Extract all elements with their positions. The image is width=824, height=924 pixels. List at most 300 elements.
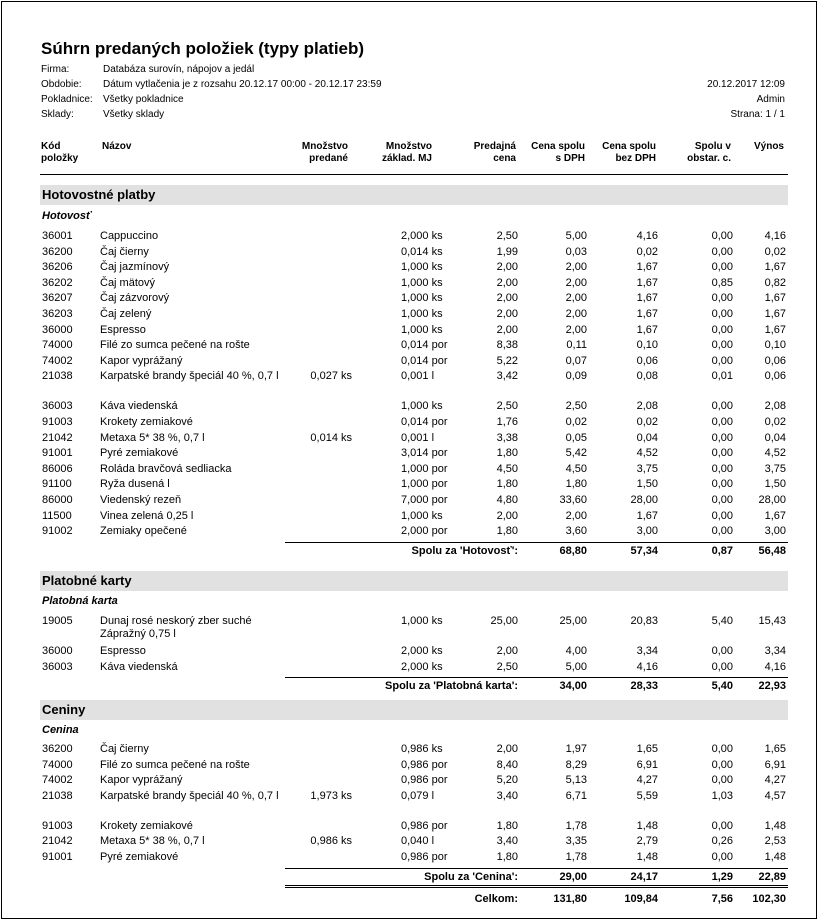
subtotal-label: Spolu za 'Hotovosť':: [411, 544, 518, 557]
unit-price: 2,00: [496, 261, 518, 274]
total-without-vat: 3,75: [636, 462, 658, 475]
total-without-vat: 0,06: [636, 354, 658, 367]
table-row: [2, 261, 817, 277]
total-cost: 0,00: [711, 308, 733, 320]
qty-sold: 0,027 ks: [310, 370, 352, 383]
meta-pokladnice: Pokladnice: Všetky pokladnice: [41, 94, 184, 105]
total-cost: 0,26: [711, 835, 733, 848]
item-name: Filé zo sumca pečené na rošte: [100, 339, 250, 352]
qty-base-unit: 0,986 por: [401, 851, 448, 863]
qty-base-unit: 1,000 ks: [401, 276, 443, 289]
total-without-vat: 1,67: [636, 276, 658, 289]
item-code: 36003: [42, 660, 73, 673]
total-without-vat: 1,67: [636, 292, 658, 305]
grand-total-with-vat: 131,80: [553, 893, 587, 905]
revenue: 1,67: [764, 323, 786, 336]
qty-base-unit: 1,000 ks: [401, 292, 443, 305]
item-code: 86000: [42, 494, 73, 506]
unit-price: 2,00: [496, 276, 518, 289]
qty-base-unit: 0,986 por: [401, 819, 448, 832]
item-code: 19005: [42, 615, 73, 627]
revenue: 0,04: [764, 431, 786, 444]
table-row: [2, 339, 817, 355]
subtotal-label: Spolu za 'Platobná karta':: [385, 680, 518, 693]
total-cost: 5,40: [711, 615, 733, 627]
unit-price: 2,00: [496, 645, 518, 657]
total-with-vat: 5,42: [565, 447, 587, 460]
table-row: [2, 478, 817, 494]
item-code: 86006: [42, 462, 73, 475]
item-name: Čaj jazmínový: [100, 261, 170, 274]
table-row: [2, 246, 817, 262]
item-name: Krokety zemiakové: [100, 416, 193, 428]
total-cost: 0,01: [711, 370, 733, 383]
total-with-vat: 6,71: [565, 789, 587, 802]
table-row: [2, 790, 817, 818]
table-row: [2, 774, 817, 790]
group-header: Cenina: [42, 724, 79, 736]
subtotal-divider: [285, 542, 788, 543]
total-without-vat: 5,59: [636, 789, 658, 802]
item-name: Cappuccino: [100, 230, 159, 242]
total-with-vat: 1,97: [565, 743, 587, 755]
table-row: [2, 615, 817, 643]
total-without-vat: 1,67: [636, 261, 658, 274]
item-name: Zemiaky opečené: [100, 525, 187, 538]
col-header-code: Kód položky: [41, 141, 79, 164]
total-cost: 0,00: [711, 494, 733, 506]
qty-base-unit: 1,000 ks: [401, 261, 443, 274]
revenue: 2,08: [764, 400, 786, 413]
total-cost: 0,00: [711, 447, 733, 460]
revenue: 1,50: [764, 478, 786, 491]
total-without-vat: 1,50: [636, 478, 658, 491]
item-code: 36200: [42, 743, 73, 755]
table-row: [2, 759, 817, 775]
revenue: 2,53: [764, 835, 786, 848]
total-cost: 0,00: [711, 323, 733, 336]
item-name: Metaxa 5* 38 %, 0,7 l: [100, 835, 205, 848]
item-name: Kapor vyprážaný: [100, 774, 183, 787]
header-divider: [40, 174, 788, 175]
total-cost: 1,03: [711, 789, 733, 802]
grand-total-divider: [285, 885, 788, 888]
total-cost: 0,00: [711, 339, 733, 352]
revenue: 1,67: [764, 509, 786, 522]
table-row: [2, 645, 817, 661]
total-with-vat: 8,29: [565, 758, 587, 771]
total-with-vat: 33,60: [559, 494, 587, 506]
col-header-vat: Cena spolu s DPH: [531, 141, 585, 164]
revenue: 1,67: [764, 261, 786, 274]
total-cost: 0,00: [711, 851, 733, 863]
unit-price: 2,00: [496, 323, 518, 336]
item-name: Čaj čierny: [100, 743, 149, 755]
subtotal-row: [2, 545, 817, 559]
total-without-vat: 4,27: [636, 774, 658, 787]
total-with-vat: 5,00: [565, 660, 587, 673]
item-name: Čaj zelený: [100, 308, 152, 320]
total-with-vat: 0,02: [565, 416, 587, 428]
total-cost: 0,00: [711, 354, 733, 367]
subtotal-with-vat: 34,00: [559, 680, 587, 693]
total-without-vat: 0,08: [636, 370, 658, 383]
total-with-vat: 2,00: [565, 323, 587, 336]
total-with-vat: 2,00: [565, 292, 587, 305]
table-row: [2, 494, 817, 510]
meta-firma: Firma: Databáza surovín, nápojov a jedál: [41, 64, 255, 75]
unit-price: 2,00: [496, 509, 518, 522]
report-page: [1, 1, 817, 919]
total-without-vat: 1,65: [636, 743, 658, 755]
qty-base-unit: 0,014 ks: [401, 245, 443, 258]
item-code: 21042: [42, 835, 73, 848]
revenue: 4,16: [764, 230, 786, 242]
item-name: Káva viedenská: [100, 400, 178, 413]
unit-price: 5,22: [496, 354, 518, 367]
qty-base-unit: 0,079 l: [401, 789, 435, 802]
item-name: Espresso: [100, 323, 146, 336]
total-cost: 0,00: [711, 525, 733, 538]
qty-base-unit: 0,014 por: [401, 339, 448, 352]
unit-price: 1,80: [496, 819, 518, 832]
item-code: 36000: [42, 323, 73, 336]
table-row: [2, 416, 817, 432]
unit-price: 3,42: [496, 370, 518, 383]
qty-sold: 0,986 ks: [310, 835, 352, 848]
col-header-qty: Množstvo predané: [301, 141, 348, 164]
total-cost: 0,00: [711, 774, 733, 787]
qty-base-unit: 0,040 l: [401, 835, 435, 848]
revenue: 4,27: [764, 774, 786, 787]
table-row: [2, 661, 817, 677]
revenue: 28,00: [758, 494, 786, 506]
col-header-rev: Výnos: [753, 141, 784, 152]
item-name: Pyré zemiakové: [100, 447, 179, 460]
total-without-vat: 2,08: [636, 400, 658, 413]
subtotal-without-vat: 57,34: [630, 544, 658, 557]
qty-base-unit: 0,986 por: [401, 758, 448, 771]
subtotal-cost: 5,40: [711, 680, 733, 693]
unit-price: 3,40: [496, 835, 518, 848]
col-header-novat: Cena spolu bez DPH: [602, 141, 656, 164]
total-with-vat: 2,00: [565, 261, 587, 274]
item-name: Espresso: [100, 645, 146, 657]
qty-base-unit: 0,986 por: [401, 774, 448, 787]
page-number: Strana: 1 / 1: [730, 109, 785, 120]
total-cost: 0,00: [711, 230, 733, 242]
subtotal-row: [2, 680, 817, 694]
total-cost: 0,00: [711, 819, 733, 832]
user-name: Admin: [756, 94, 785, 105]
group-header: Hotovosť: [42, 210, 92, 222]
meta-block: [41, 62, 382, 122]
item-name: Metaxa 5* 38 %, 0,7 l: [100, 431, 205, 444]
revenue: 15,43: [758, 615, 786, 627]
revenue: 6,91: [764, 758, 786, 771]
item-code: 21038: [42, 789, 73, 802]
item-code: 91001: [42, 447, 73, 460]
table-row: [2, 525, 817, 541]
item-code: 91003: [42, 416, 73, 428]
total-with-vat: 2,50: [565, 400, 587, 413]
qty-base-unit: 2,000 por: [401, 525, 448, 538]
total-without-vat: 4,16: [636, 230, 658, 242]
revenue: 1,67: [764, 308, 786, 320]
revenue: 4,52: [764, 447, 786, 460]
total-with-vat: 2,00: [565, 308, 587, 320]
table-row: [2, 370, 817, 398]
subtotal-with-vat: 68,80: [559, 544, 587, 557]
total-with-vat: 5,13: [565, 774, 587, 787]
table-row: [2, 510, 817, 526]
total-without-vat: 1,48: [636, 819, 658, 832]
item-code: 91100: [42, 478, 72, 491]
subtotal-revenue: 22,93: [758, 680, 786, 693]
item-code: 36202: [42, 276, 73, 289]
item-code: 74000: [42, 758, 73, 771]
item-code: 74002: [42, 774, 73, 787]
qty-sold: 0,014 ks: [310, 431, 352, 444]
grand-total-without-vat: 109,84: [624, 893, 658, 905]
item-code: 74002: [42, 354, 73, 367]
table-row: [2, 400, 817, 416]
table-row: [2, 277, 817, 293]
unit-price: 1,80: [496, 851, 518, 863]
total-with-vat: 0,07: [565, 354, 587, 367]
table-row: [2, 743, 817, 759]
total-with-vat: 3,35: [565, 835, 587, 848]
table-row: [2, 851, 817, 867]
total-with-vat: 1,78: [565, 819, 587, 832]
item-code: 36206: [42, 261, 73, 274]
revenue: 3,00: [764, 525, 786, 538]
meta-sklady: Sklady: Všetky sklady: [41, 109, 165, 120]
total-with-vat: 25,00: [559, 615, 587, 627]
total-cost: 0,00: [711, 645, 733, 657]
total-without-vat: 1,67: [636, 323, 658, 336]
total-without-vat: 1,67: [636, 308, 658, 320]
total-cost: 0,00: [711, 758, 733, 771]
total-without-vat: 6,91: [636, 758, 658, 771]
revenue: 4,16: [764, 660, 786, 673]
section-header: Ceniny: [40, 700, 788, 720]
grand-total-revenue: 102,30: [752, 893, 786, 905]
subtotal-with-vat: 29,00: [559, 870, 587, 883]
subtotal-divider: [285, 677, 788, 678]
item-name: Roláda bravčová sedliacka: [100, 462, 232, 475]
table-row: [2, 463, 817, 479]
total-without-vat: 0,10: [636, 339, 658, 352]
unit-price: 5,20: [496, 774, 518, 787]
subtotal-cost: 1,29: [711, 870, 733, 883]
qty-base-unit: 2,000 ks: [401, 645, 443, 657]
qty-base-unit: 1,000 ks: [401, 308, 443, 320]
unit-price: 3,38: [496, 431, 518, 444]
total-without-vat: 0,02: [636, 245, 658, 258]
total-cost: 0,00: [711, 509, 733, 522]
subtotal-without-vat: 28,33: [630, 680, 658, 693]
meta-obdobie: Obdobie: Dátum vytlačenia je z rozsahu 20.12.17 00:00 - 20.12.17 23:59: [41, 79, 382, 90]
subtotal-cost: 0,87: [711, 544, 733, 557]
total-with-vat: 1,80: [565, 478, 587, 491]
section-header: Hotovostné platby: [40, 185, 788, 205]
qty-base-unit: 1,000 por: [401, 462, 448, 475]
unit-price: 8,40: [496, 758, 518, 771]
total-with-vat: 2,00: [565, 509, 587, 522]
col-header-mj: Množstvo základ. MJ: [381, 141, 432, 164]
revenue: 0,82: [764, 276, 786, 289]
qty-base-unit: 1,000 ks: [401, 509, 443, 522]
total-cost: 0,00: [711, 478, 733, 491]
total-with-vat: 2,00: [565, 276, 587, 289]
subtotal-row: [2, 871, 817, 885]
revenue: 3,75: [764, 462, 786, 475]
total-cost: 0,00: [711, 660, 733, 673]
item-code: 91002: [42, 525, 73, 538]
item-code: 74000: [42, 339, 73, 352]
item-name: Krokety zemiakové: [100, 819, 193, 832]
table-row: [2, 292, 817, 308]
item-name: Káva viedenská: [100, 660, 178, 673]
total-without-vat: 0,04: [636, 431, 658, 444]
total-without-vat: 2,79: [636, 835, 658, 848]
subtotal-label: Spolu za 'Cenina':: [424, 870, 518, 883]
total-with-vat: 0,09: [565, 370, 587, 383]
unit-price: 25,00: [490, 615, 518, 627]
total-with-vat: 3,60: [565, 525, 587, 538]
unit-price: 2,50: [496, 230, 518, 242]
total-without-vat: 3,34: [636, 645, 658, 657]
revenue: 4,57: [764, 789, 786, 802]
total-cost: 0,00: [711, 431, 733, 444]
unit-price: 4,80: [496, 494, 518, 506]
item-code: 11500: [42, 509, 72, 522]
item-name: Pyré zemiakové: [100, 851, 179, 863]
qty-base-unit: 1,000 ks: [401, 615, 443, 627]
item-code: 21038: [42, 370, 73, 383]
subtotal-divider: [285, 868, 788, 869]
col-header-price: Predajná cena: [473, 141, 516, 164]
item-code: 36001: [42, 230, 73, 242]
grand-total-row: [2, 893, 817, 907]
unit-price: 1,99: [496, 245, 518, 258]
unit-price: 8,38: [496, 339, 518, 352]
qty-base-unit: 2,000 ks: [401, 660, 443, 673]
table-row: [2, 324, 817, 340]
revenue: 1,65: [764, 743, 786, 755]
qty-base-unit: 0,014 por: [401, 354, 448, 367]
item-name: Čaj mätový: [100, 276, 156, 289]
item-code: 91001: [42, 851, 73, 863]
total-with-vat: 0,05: [565, 431, 587, 444]
item-name: Karpatské brandy špeciál 40 %, 0,7 l: [100, 370, 279, 383]
qty-base-unit: 1,000 ks: [401, 400, 443, 413]
total-with-vat: 5,00: [565, 230, 587, 242]
revenue: 0,02: [764, 245, 786, 258]
col-header-cost: Spolu v obstar. c.: [687, 141, 731, 164]
unit-price: 2,50: [496, 400, 518, 413]
unit-price: 1,80: [496, 525, 518, 538]
unit-price: 2,00: [496, 292, 518, 305]
item-code: 21042: [42, 431, 73, 444]
total-with-vat: 0,11: [566, 339, 587, 352]
print-date: 20.12.2017 12:09: [707, 79, 785, 90]
total-with-vat: 4,00: [565, 645, 587, 657]
grand-total-label: Celkom:: [474, 893, 518, 905]
item-name: Karpatské brandy špeciál 40 %, 0,7 l: [100, 789, 279, 802]
unit-price: 2,00: [496, 743, 518, 755]
qty-base-unit: 2,000 ks: [401, 230, 443, 242]
unit-price: 1,80: [496, 447, 518, 460]
revenue: 3,34: [764, 645, 786, 657]
total-without-vat: 1,48: [636, 851, 658, 863]
qty-base-unit: 0,014 por: [401, 416, 448, 428]
qty-base-unit: 3,014 por: [401, 447, 448, 460]
item-code: 36200: [42, 245, 73, 258]
item-name: Vinea zelená 0,25 l: [100, 509, 194, 522]
item-name: Filé zo sumca pečené na rošte: [100, 758, 250, 771]
revenue: 0,06: [764, 354, 786, 367]
revenue: 0,02: [764, 416, 786, 428]
table-row: [2, 355, 817, 371]
revenue: 0,10: [764, 339, 786, 352]
total-with-vat: 0,03: [565, 245, 587, 258]
total-without-vat: 1,67: [636, 509, 658, 522]
table-row: [2, 447, 817, 463]
total-with-vat: 1,78: [565, 851, 587, 863]
item-name: Ryža dusená l: [100, 478, 170, 491]
total-without-vat: 4,52: [636, 447, 658, 460]
qty-base-unit: 0,001 l: [401, 431, 435, 444]
total-without-vat: 28,00: [630, 494, 658, 506]
qty-base-unit: 0,986 ks: [401, 743, 443, 755]
item-code: 91003: [42, 819, 73, 832]
item-code: 36207: [42, 292, 73, 305]
item-name: Čaj čierny: [100, 245, 149, 258]
group-header: Platobná karta: [42, 595, 118, 607]
total-cost: 0,00: [711, 261, 733, 274]
item-code: 36003: [42, 400, 73, 413]
total-cost: 0,00: [711, 416, 733, 428]
revenue: 1,48: [764, 819, 786, 832]
total-without-vat: 0,02: [636, 416, 658, 428]
item-code: 36000: [42, 645, 73, 657]
qty-base-unit: 0,001 l: [401, 370, 435, 383]
total-without-vat: 4,16: [636, 660, 658, 673]
revenue: 1,67: [764, 292, 786, 305]
item-name: Viedenský rezeň: [100, 494, 182, 506]
total-cost: 0,00: [711, 400, 733, 413]
total-cost: 0,85: [711, 276, 733, 289]
total-cost: 0,00: [711, 292, 733, 305]
qty-base-unit: 7,000 por: [401, 494, 448, 506]
unit-price: 4,50: [496, 462, 518, 475]
unit-price: 3,40: [496, 789, 518, 802]
table-row: [2, 308, 817, 324]
grand-total-cost: 7,56: [711, 893, 733, 905]
table-row: [2, 432, 817, 448]
subtotal-revenue: 22,89: [758, 870, 786, 883]
table-row: [2, 230, 817, 246]
meta-right-block: [707, 77, 785, 122]
col-header-name: Názov: [102, 141, 132, 152]
section-header: Platobné karty: [40, 571, 788, 591]
report-title: Súhrn predaných položiek (typy platieb): [41, 39, 365, 58]
subtotal-without-vat: 24,17: [630, 870, 658, 883]
qty-base-unit: 1,000 por: [401, 478, 448, 491]
item-name: Dunaj rosé neskorý zber suché Zápražný 0,75 l: [100, 615, 252, 640]
